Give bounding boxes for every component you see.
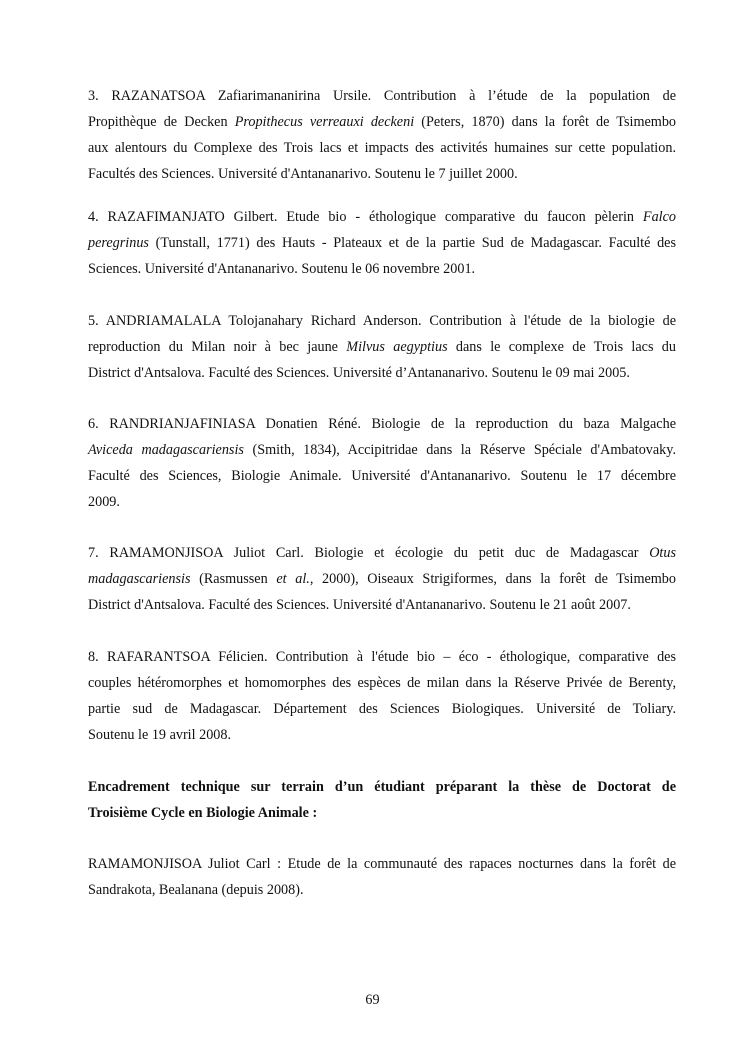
italic-text: Milvus aegyptius	[346, 338, 448, 355]
reference-line	[88, 361, 676, 387]
text-run: (Rasmussen	[190, 570, 277, 587]
text-run: (Smith, 1834), Accipitridae dans la Réserve Spéciale d'Ambatovaky.	[243, 441, 676, 458]
italic-text: madagascariensis	[88, 570, 191, 587]
reference-line	[88, 464, 676, 490]
text-run: reproduction du Milan noir à bec jaune	[88, 338, 347, 355]
reference-line	[88, 136, 676, 162]
text-run: Soutenu le 19 avril 2008.	[88, 726, 232, 743]
reference-line	[88, 593, 676, 619]
text-run: 4. RAZAFIMANJATO Gilbert. Etude bio - éthologique comparative du faucon pèlerin	[88, 209, 643, 225]
text-run: dans le complexe de Trois lacs du	[447, 338, 676, 355]
italic-text: Falco	[642, 209, 676, 225]
reference-line	[88, 723, 676, 749]
text-run: (Peters, 1870) dans la forêt de Tsimembo	[414, 113, 677, 130]
text-run: Sciences. Université d'Antananarivo. Soutenu le 06 novembre 2001.	[88, 260, 476, 277]
reference-line	[88, 205, 676, 231]
text-run: (Tunstall, 1771) des Hauts - Plateaux et de la partie Sud de Madagascar. Faculté des	[148, 234, 676, 251]
italic-text: peregrinus	[88, 234, 149, 251]
reference-line	[88, 110, 676, 136]
text-run: Faculté des Sciences, Biologie Animale. Université d'Antananarivo. Soutenu le 17 décembre	[88, 467, 676, 484]
italic-text: Aviceda madagascariensis	[88, 441, 244, 458]
text-run: Facultés des Sciences. Université d'Antananarivo. Soutenu le 7 juillet 2000.	[88, 165, 518, 182]
supervision-line-1: RAMAMONJISOA Juliot Carl : Etude de la communauté des rapaces nocturnes dans la forêt de	[88, 856, 676, 872]
reference-line	[88, 162, 676, 188]
text-run: District d'Antsalova. Faculté des Sciences. Université d'Antananarivo. Soutenu le 21 août 2007.	[88, 596, 631, 613]
text-run: Propithèque de Decken	[88, 113, 235, 130]
reference-4	[88, 205, 676, 283]
text-run: 7. RAMAMONJISOA Juliot Carl. Biologie et écologie du petit duc de Madagascar	[88, 545, 650, 561]
text-run: aux alentours du Complexe des Trois lacs et impacts des activités humaines sur cette population.	[88, 139, 676, 156]
text-run: 3. RAZANATSOA Zafiarimananirina Ursile. Contribution à l’étude de la population de	[88, 88, 676, 104]
reference-line	[88, 231, 676, 257]
reference-6	[88, 412, 676, 516]
supervision-paragraph	[88, 852, 676, 904]
reference-line	[88, 309, 676, 335]
reference-line	[88, 645, 676, 671]
reference-5	[88, 309, 676, 387]
text-run: 5. ANDRIAMALALA Tolojanahary Richard Anderson. Contribution à l'étude de la biologie de	[88, 313, 676, 329]
section-heading	[88, 775, 676, 827]
reference-line	[88, 412, 676, 438]
page-number: 69	[365, 992, 380, 1008]
italic-text: et al.	[276, 570, 310, 587]
section-heading-line-1: Encadrement technique sur terrain d’un étudiant préparant la thèse de Doctorat de	[88, 779, 676, 795]
reference-8	[88, 645, 676, 749]
reference-line	[88, 541, 676, 567]
reference-line	[88, 84, 676, 110]
reference-line	[88, 490, 676, 516]
text-run: couples hétéromorphes et homomorphes des espèces de milan dans la Réserve Privée de Berenty,	[88, 674, 676, 691]
supervision-line-2: Sandrakota, Bealanana (depuis 2008).	[88, 881, 304, 898]
reference-7	[88, 541, 676, 619]
text-run: District d'Antsalova. Faculté des Sciences. Université d’Antananarivo. Soutenu le 09 mai 2005.	[88, 364, 630, 381]
italic-text: Otus	[649, 545, 676, 561]
reference-line	[88, 438, 676, 464]
text-run: 2009.	[88, 493, 120, 510]
reference-line	[88, 671, 676, 697]
section-heading-line-2: Troisième Cycle en Biologie Animale :	[88, 804, 318, 821]
reference-line	[88, 335, 676, 361]
reference-line	[88, 257, 676, 283]
italic-text: Propithecus verreauxi deckeni	[234, 113, 415, 130]
reference-line	[88, 697, 676, 723]
text-run: 8. RAFARANTSOA Félicien. Contribution à l'étude bio – éco - éthologique, comparative des	[88, 649, 676, 665]
reference-line	[88, 567, 676, 593]
reference-3	[88, 84, 676, 188]
text-run: , 2000), Oiseaux Strigiformes, dans la forêt de Tsimembo	[309, 570, 676, 587]
text-run: partie sud de Madagascar. Département des Sciences Biologiques. Université de Toliary.	[88, 700, 676, 717]
text-run: 6. RANDRIANJAFINIASA Donatien Réné. Biologie de la reproduction du baza Malgache	[88, 416, 676, 432]
